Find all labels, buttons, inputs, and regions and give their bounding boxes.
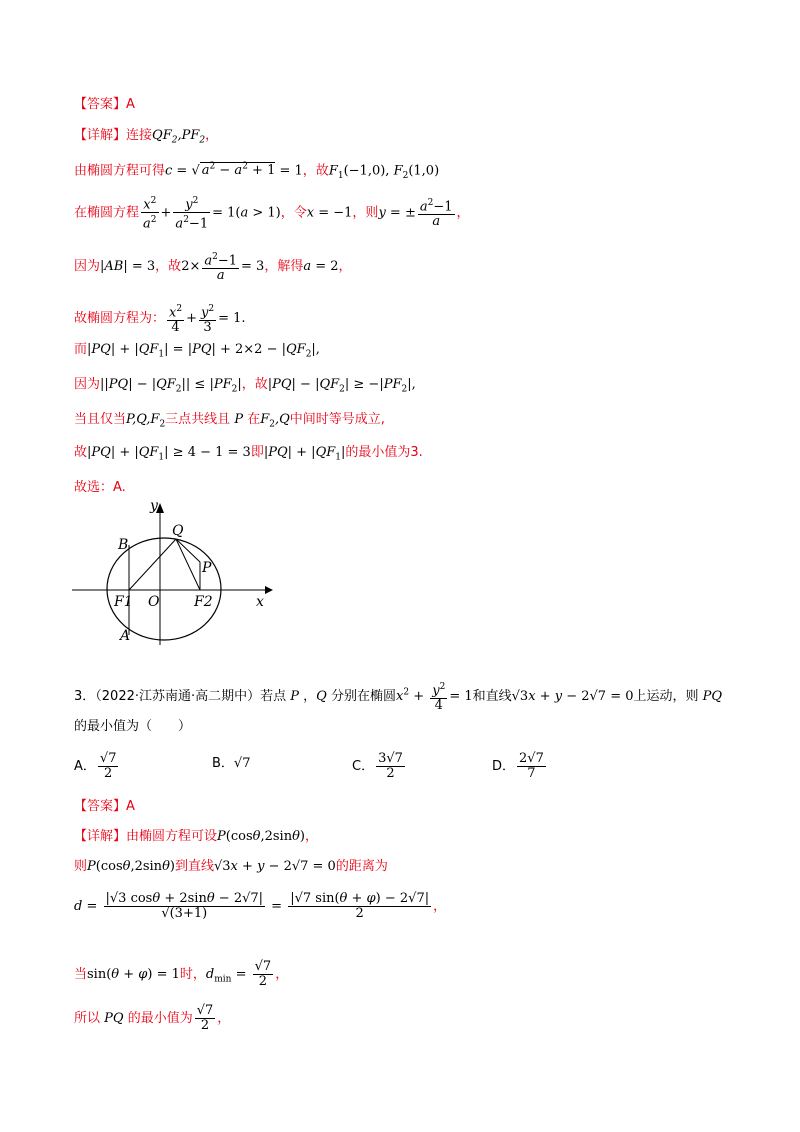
fig-label-f2: F2 xyxy=(194,594,213,610)
solution-line-7: 因为$||PQ| - |QF_2|| \le |PF_2|$，故$|PQ| - |QF_2| \ge -|PF_2|$, xyxy=(74,377,416,395)
answer-label-2: 【答案】A xyxy=(74,799,135,814)
answer-label: 【答案】A xyxy=(74,97,135,112)
solution-line-3: 在椭圆方程 $\frac{x^2}{a^2}$ + $\frac{y^2}{a^2-1}$ = 1(a > 1)，令x = −1，则y = ± $\frac{a^2-1}{a}$ ， xyxy=(74,196,470,232)
solution-line-9: 故$|PQ| + |QF_1| \ge 4 - 1 = 3$即$|PQ| + |QF_1|$的最小值为3. xyxy=(74,445,423,463)
option-d[interactable]: D． $\frac{2√7}{7}$ xyxy=(492,751,544,781)
question-3-line-2: 的最小值为（ ） xyxy=(74,719,192,734)
choose-label: 故选：A. xyxy=(74,480,126,495)
solution-line-1: 【详解】连接$QF_2,PF_2$， xyxy=(74,128,219,146)
fig-label-b: B xyxy=(118,537,129,553)
solution3-line-3: d = $\frac{|√3 \cos\theta + 2\sin\theta - 2√7|}{√(3+1)}$ = $\frac{|√7 \sin(\theta + \varphi) - 2√7|}{2}$ ， xyxy=(74,891,447,921)
solution3-line-4: 当sin(θ + φ) = 1时，$d_{min}$ = $\frac{√7}{2}$ ， xyxy=(74,959,289,989)
option-c[interactable]: C． $\frac{3√7}{2}$ xyxy=(352,751,403,781)
solution-line-5: 故椭圆方程为： $\frac{x^2}{4}$ + $\frac{y^2}{3}$ = 1. xyxy=(74,304,246,336)
solution-line-8: 当且仅当$P,Q,F_2$三点共线且 P 在$F_2,Q$中间时等号成立, xyxy=(74,412,385,430)
fig-label-q: Q xyxy=(172,523,184,539)
option-a[interactable]: A． $\frac{√7}{2}$ xyxy=(74,751,117,781)
fig-label-f1: F1 xyxy=(114,594,133,610)
option-b[interactable]: B．√7 xyxy=(212,756,251,771)
solution3-line-2: 则P(cosθ,2sinθ)到直线√3x + y − 2√7 = 0的距离为 xyxy=(74,859,388,874)
solution3-line-5: 所以 PQ 的最小值为 $\frac{√7}{2}$ ， xyxy=(74,1003,231,1033)
question-3-line-1: 3．（2022·江苏南通·高二期中）若点 P ，Q 分别在椭圆$x^2$ + $\frac{y^2}{4}$ = 1和直线√3x + y − 2√7 = 0上运动，则 PQ xyxy=(74,682,723,714)
solution-line-6: 而$|PQ| + |QF_1| = |PQ| + 2\times 2 - |QF_2|$, xyxy=(74,342,320,360)
solution-line-4: 因为|AB| = 3，故2× $\frac{a^2-1}{a}$ = 3，解得a = 2， xyxy=(74,252,352,284)
solution-line-2: 由椭圆方程可得c = √ $a^2 - a^2 + 1 = 1$，故$F_1(-1,0)$, $F_2(1,0)$ xyxy=(74,162,440,181)
fig-label-p: P xyxy=(202,560,212,576)
solution3-line-1: 【详解】由椭圆方程可设P(cosθ,2sinθ)， xyxy=(74,829,318,844)
fig-label-a: A xyxy=(120,628,131,644)
fig-label-y: y xyxy=(150,498,158,514)
fig-label-x: x xyxy=(256,594,264,610)
fig-label-o: O xyxy=(148,594,160,610)
ellipse-figure xyxy=(60,495,280,655)
